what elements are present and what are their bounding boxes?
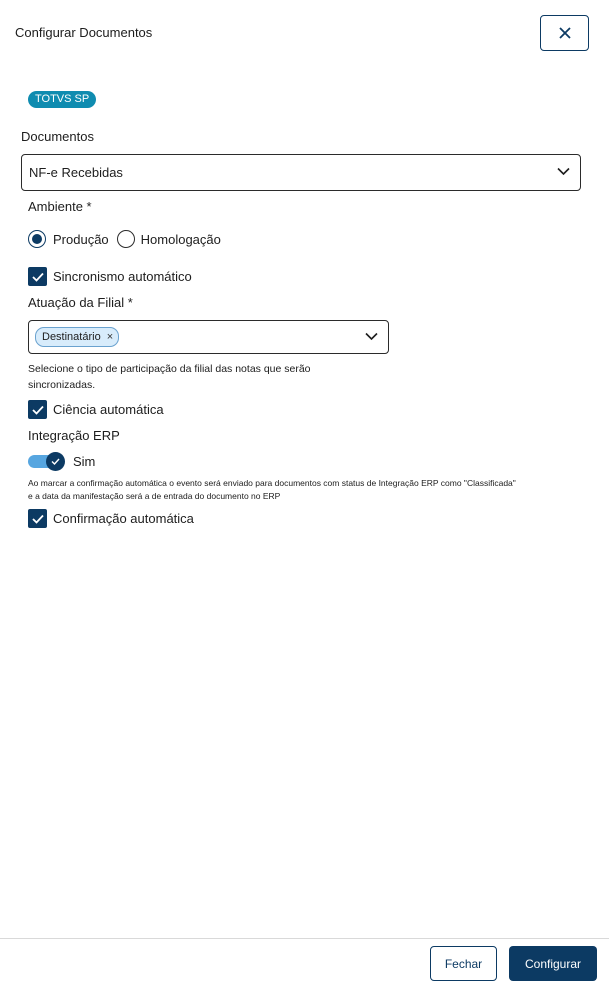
ciencia-checkbox[interactable] <box>28 400 47 419</box>
configurar-button[interactable]: Configurar <box>509 946 597 981</box>
radio-producao[interactable] <box>28 230 46 248</box>
chevron-down-icon <box>365 332 378 341</box>
tag-destinatario-label: Destinatário <box>42 331 101 343</box>
atuacao-help <box>28 361 311 393</box>
confirmacao-checkbox-row <box>28 509 194 528</box>
close-icon <box>559 27 571 39</box>
integracao-switch-row <box>28 452 95 470</box>
check-icon <box>32 405 44 415</box>
check-icon <box>32 272 44 282</box>
integracao-switch-label: Sim <box>73 453 96 469</box>
documents-label: Documentos <box>21 129 94 144</box>
close-button[interactable] <box>540 15 589 51</box>
integracao-switch[interactable] <box>28 452 66 470</box>
ambiente-radio-group <box>28 230 221 248</box>
integracao-help-line2: e a data da manifestação será a de entrada do documento no ERP <box>28 491 281 501</box>
check-icon <box>32 514 44 524</box>
integracao-help-line1: Ao marcar a confirmação automática o evento será enviado para documentos com status de Integração ERP como "Classificada" <box>28 478 516 488</box>
radio-homologacao[interactable] <box>117 230 135 248</box>
ciencia-checkbox-row <box>28 400 164 419</box>
atuacao-label: Atuação da Filial * <box>28 295 133 310</box>
fechar-button[interactable]: Fechar <box>430 946 497 981</box>
ambiente-label: Ambiente * <box>28 199 92 214</box>
dialog-title: Configurar Documentos <box>15 25 153 40</box>
ciencia-label: Ciência automática <box>53 402 164 417</box>
company-badge: TOTVS SP <box>28 91 96 108</box>
sincronismo-checkbox[interactable] <box>28 267 47 286</box>
confirmacao-label: Confirmação automática <box>53 511 194 526</box>
sincronismo-checkbox-row <box>28 267 192 286</box>
integracao-label: Integração ERP <box>28 428 120 443</box>
atuacao-help-line1: Selecione o tipo de participação da filial das notas que serão <box>28 363 311 375</box>
documents-select-value: NF-e Recebidas <box>29 165 123 180</box>
documents-select[interactable] <box>21 154 581 191</box>
check-icon <box>51 458 60 465</box>
chevron-down-icon <box>557 167 570 176</box>
tag-remove-icon[interactable]: × <box>106 331 114 343</box>
radio-producao-label: Produção <box>53 231 109 247</box>
atuacao-multiselect[interactable] <box>28 320 389 354</box>
radio-homologacao-label: Homologação <box>140 231 221 247</box>
footer-divider <box>0 938 609 939</box>
integracao-help <box>28 477 516 503</box>
tag-destinatario <box>35 327 119 347</box>
sincronismo-label: Sincronismo automático <box>53 269 192 284</box>
confirmacao-checkbox[interactable] <box>28 509 47 528</box>
atuacao-help-line2: sincronizadas. <box>28 379 96 391</box>
